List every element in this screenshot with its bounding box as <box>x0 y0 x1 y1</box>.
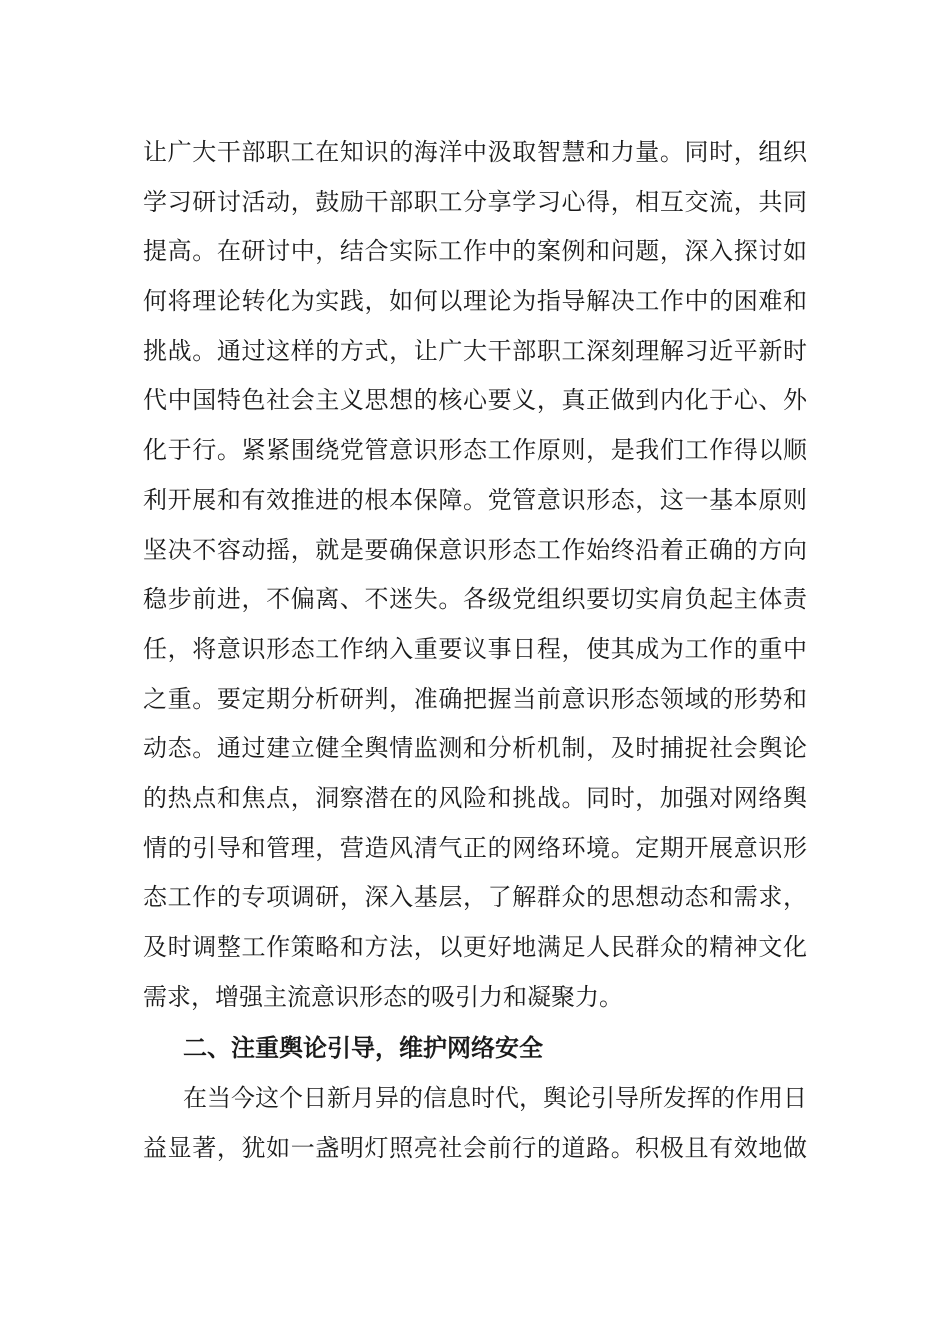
paragraph-line: 的热点和焦点，洞察潜在的风险和挑战。同时，加强对网络舆 <box>143 783 807 812</box>
paragraph-line: 需求，增强主流意识形态的吸引力和凝聚力。 <box>143 982 623 1011</box>
paragraph-line: 学习研讨活动，鼓励干部职工分享学习心得，相互交流，共同 <box>143 187 807 216</box>
paragraph-line: 情的引导和管理，营造风清气正的网络环境。定期开展意识形 <box>143 833 807 862</box>
paragraph-line: 化于行。紧紧围绕党管意识形态工作原则，是我们工作得以顺 <box>143 436 807 465</box>
paragraph-line: 何将理论转化为实践，如何以理论为指导解决工作中的困难和 <box>143 287 807 316</box>
paragraph-line: 益显著，犹如一盏明灯照亮社会前行的道路。积极且有效地做 <box>143 1133 807 1162</box>
paragraph-line: 挑战。通过这样的方式，让广大干部职工深刻理解习近平新时 <box>143 336 807 365</box>
section-heading: 二、注重舆论引导，维护网络安全 <box>183 1034 543 1062</box>
paragraph-line: 利开展和有效推进的根本保障。党管意识形态，这一基本原则 <box>143 485 807 514</box>
body-paragraph <box>143 128 807 1022</box>
paragraph-line: 之重。要定期分析研判，准确把握当前意识形态领域的形势和 <box>143 684 807 713</box>
paragraph-line: 任，将意识形态工作纳入重要议事日程，使其成为工作的重中 <box>143 634 807 663</box>
paragraph-line: 代中国特色社会主义思想的核心要义，真正做到内化于心、外 <box>143 386 807 415</box>
paragraph-line: 在当今这个日新月异的信息时代，舆论引导所发挥的作用日 <box>183 1084 807 1112</box>
paragraph-line: 提高。在研讨中，结合实际工作中的案例和问题，深入探讨如 <box>143 237 807 266</box>
paragraph-line: 坚决不容动摇，就是要确保意识形态工作始终沿着正确的方向 <box>143 535 807 564</box>
paragraph-line: 及时调整工作策略和方法，以更好地满足人民群众的精神文化 <box>143 933 807 961</box>
body-paragraph <box>143 1074 807 1173</box>
paragraph-line: 稳步前进，不偏离、不迷失。各级党组织要切实肩负起主体责 <box>143 585 807 614</box>
paragraph-line: 动态。通过建立健全舆情监测和分析机制，及时捕捉社会舆论 <box>143 734 807 763</box>
paragraph-line: 态工作的专项调研，深入基层，了解群众的思想动态和需求， <box>143 883 807 912</box>
paragraph-line: 让广大干部职工在知识的海洋中汲取智慧和力量。同时，组织 <box>143 138 807 166</box>
